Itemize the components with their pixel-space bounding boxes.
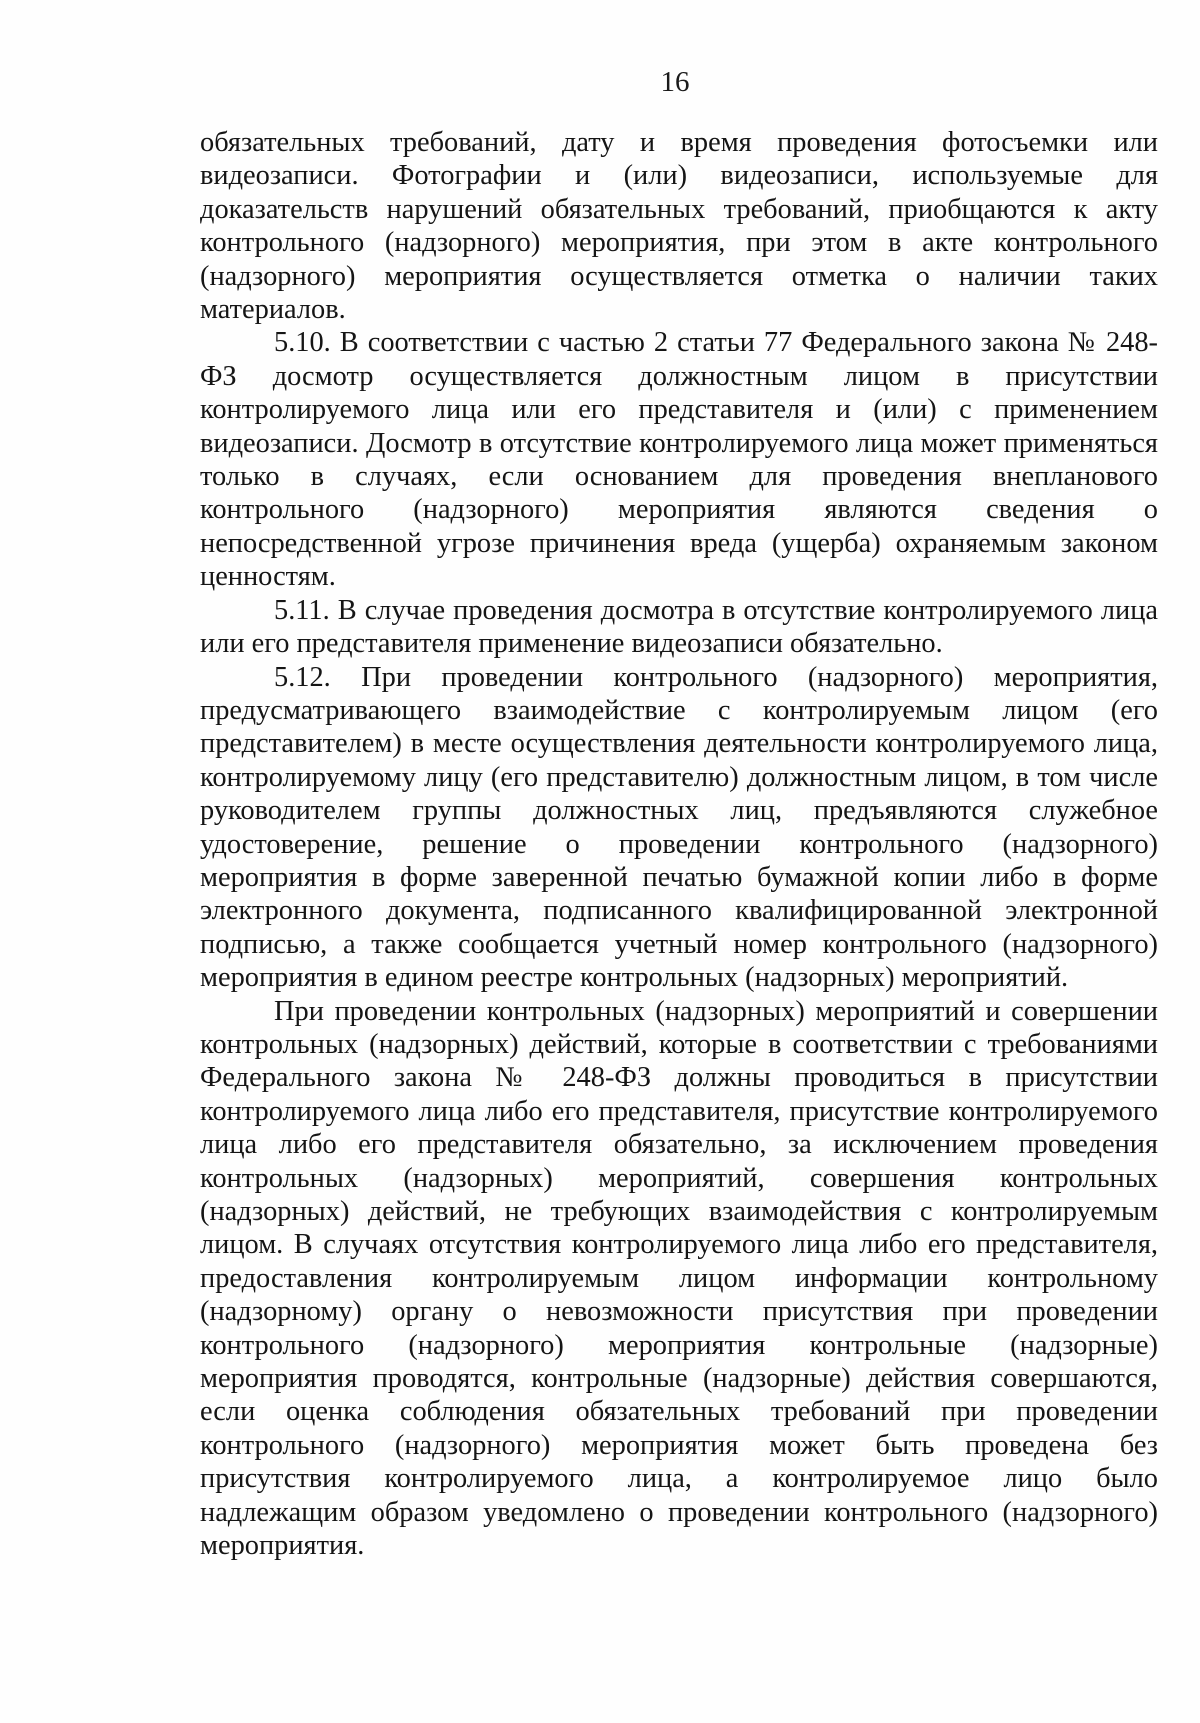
paragraph-continuation: обязательных требований, дату и время проведения фотосъемки или видеозаписи. Фотографии и (или) видеозаписи, используемые для доказательств нарушений обязательных требований, приобщаются к акту контрольного (надзорного) мероприятия, при этом в акте контрольного (надзорного) мероприятия осуществляется отметка о наличии таких материалов. xyxy=(200,127,1158,326)
document-body xyxy=(200,126,1158,1562)
paragraph-5-10: 5.10. В соответствии с частью 2 статьи 77 Федерального закона № 248-ФЗ досмотр осуществляется должностным лицом в присутствии контролируемого лица или его представителя и (или) с применением видеозаписи. Досмотр в отсутствие контролируемого лица может применяться только в случаях, если основанием для проведения внепланового контрольного (надзорного) мероприятия являются сведения о непосредственной угрозе причинения вреда (ущерба) охраняемым законом ценностям. xyxy=(200,327,1158,593)
paragraph-presence-requirement: При проведении контрольных (надзорных) мероприятий и совершении контрольных (надзорных) действий, которые в соответствии с требованиями Федерального закона № 248-ФЗ должны проводиться в присутствии контролируемого лица либо его представителя, присутствие контролируемого лица либо его представителя обязательно, за исключением проведения контрольных (надзорных) мероприятий, совершения контрольных (надзорных) действий, не требующих взаимодействия с контролируемым лицом. В случаях отсутствия контролируемого лица либо его представителя, предоставления контролируемым лицом информации контрольному (надзорному) органу о невозможности присутствия при проведении контрольного (надзорного) мероприятия контрольные (надзорные) мероприятия проводятся, контрольные (надзорные) действия совершаются, если оценка соблюдения обязательных требований при проведении контрольного (надзорного) мероприятия может быть проведена без присутствия контролируемого лица, а контролируемое лицо было надлежащим образом уведомлено о проведении контрольного (надзорного) мероприятия. xyxy=(200,995,1158,1562)
page-number: 16 xyxy=(660,66,690,98)
paragraph-5-12: 5.12. При проведении контрольного (надзорного) мероприятия, предусматривающего взаимодействие с контролируемым лицом (его представителем) в месте осуществления деятельности контролируемого лица, контролируемому лицу (его представителю) должностным лицом, в том числе руководителем группы должностных лиц, предъявляются служебное удостоверение, решение о проведении контрольного (надзорного) мероприятия в форме заверенной печатью бумажной копии либо в форме электронного документа, подписанного квалифицированной электронной подписью, а также сообщается учетный номер контрольного (надзорного) мероприятия в едином реестре контрольных (надзорных) мероприятий. xyxy=(200,661,1158,994)
paragraph-5-11: 5.11. В случае проведения досмотра в отсутствие контролируемого лица или его представителя применение видеозаписи обязательно. xyxy=(200,594,1158,660)
